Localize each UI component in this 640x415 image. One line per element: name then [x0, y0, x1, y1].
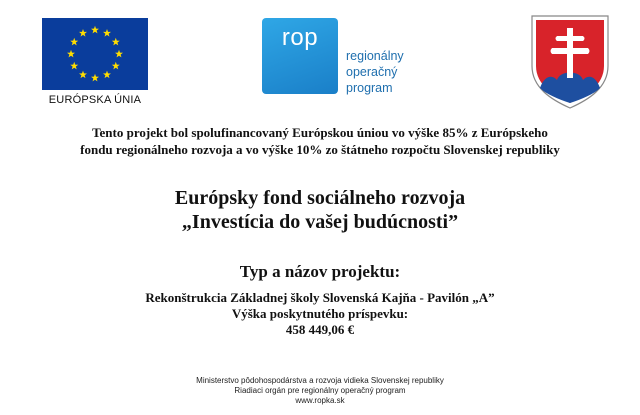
amount-value: 458 449,06 € [285, 322, 355, 337]
amount-label: Výška poskytnutého príspevku: [231, 306, 409, 321]
rop-logo [262, 18, 442, 118]
eu-star-icon [103, 29, 111, 37]
eu-star-icon [70, 38, 78, 46]
statement-line: Tento projekt bol spolufinancovaný Európskou úniou vo výške 85% z Európskeho [92, 125, 548, 140]
eu-star-icon [79, 29, 87, 37]
rop-line: regionálny [346, 49, 404, 63]
project-details [0, 290, 640, 338]
eu-star-icon [67, 50, 75, 58]
footer-website: www.ropka.sk [295, 396, 345, 405]
eu-caption: EURÓPSKA ÚNIA [48, 94, 142, 106]
project-name: Rekonštrukcia Základnej školy Slovenská Kajňa - Pavilón „A” [145, 290, 495, 305]
rop-icon [262, 18, 338, 94]
logo-bar [0, 14, 640, 114]
eu-logo [42, 18, 148, 106]
cofinancing-statement [0, 124, 640, 158]
rop-line: operačný [346, 65, 398, 79]
eu-star-icon [91, 74, 99, 82]
fund-motto: „Investícia do vašej budúcnosti” [181, 211, 459, 233]
eu-star-icon [112, 62, 120, 70]
eu-star-icon [79, 71, 87, 79]
eu-flag-icon [42, 18, 148, 90]
footer-ministry: Ministerstvo pôdohospodárstva a rozvoja vidieka Slovenskej republiky [196, 376, 444, 385]
rop-wordmark [346, 48, 404, 96]
fund-name: Európsky fond sociálneho rozvoja [174, 187, 466, 209]
rop-mark: rop [281, 24, 319, 51]
slovak-coat-of-arms-icon [530, 14, 610, 110]
eu-star-icon [91, 26, 99, 34]
eu-star-icon [103, 71, 111, 79]
footer [0, 376, 640, 406]
eu-star-icon [70, 62, 78, 70]
eu-star-icon [115, 50, 123, 58]
project-heading: Typ a názov projektu: [239, 262, 401, 281]
eu-star-icon [112, 38, 120, 46]
fund-block [0, 186, 640, 234]
eu-stars-icon [42, 18, 148, 90]
statement-line: fondu regionálneho rozvoja a vo výške 10% zo štátneho rozpočtu Slovenskej republiky [80, 142, 560, 157]
rop-line: program [346, 81, 393, 95]
footer-authority: Riadiaci orgán pre regionálny operačný program [234, 386, 406, 395]
